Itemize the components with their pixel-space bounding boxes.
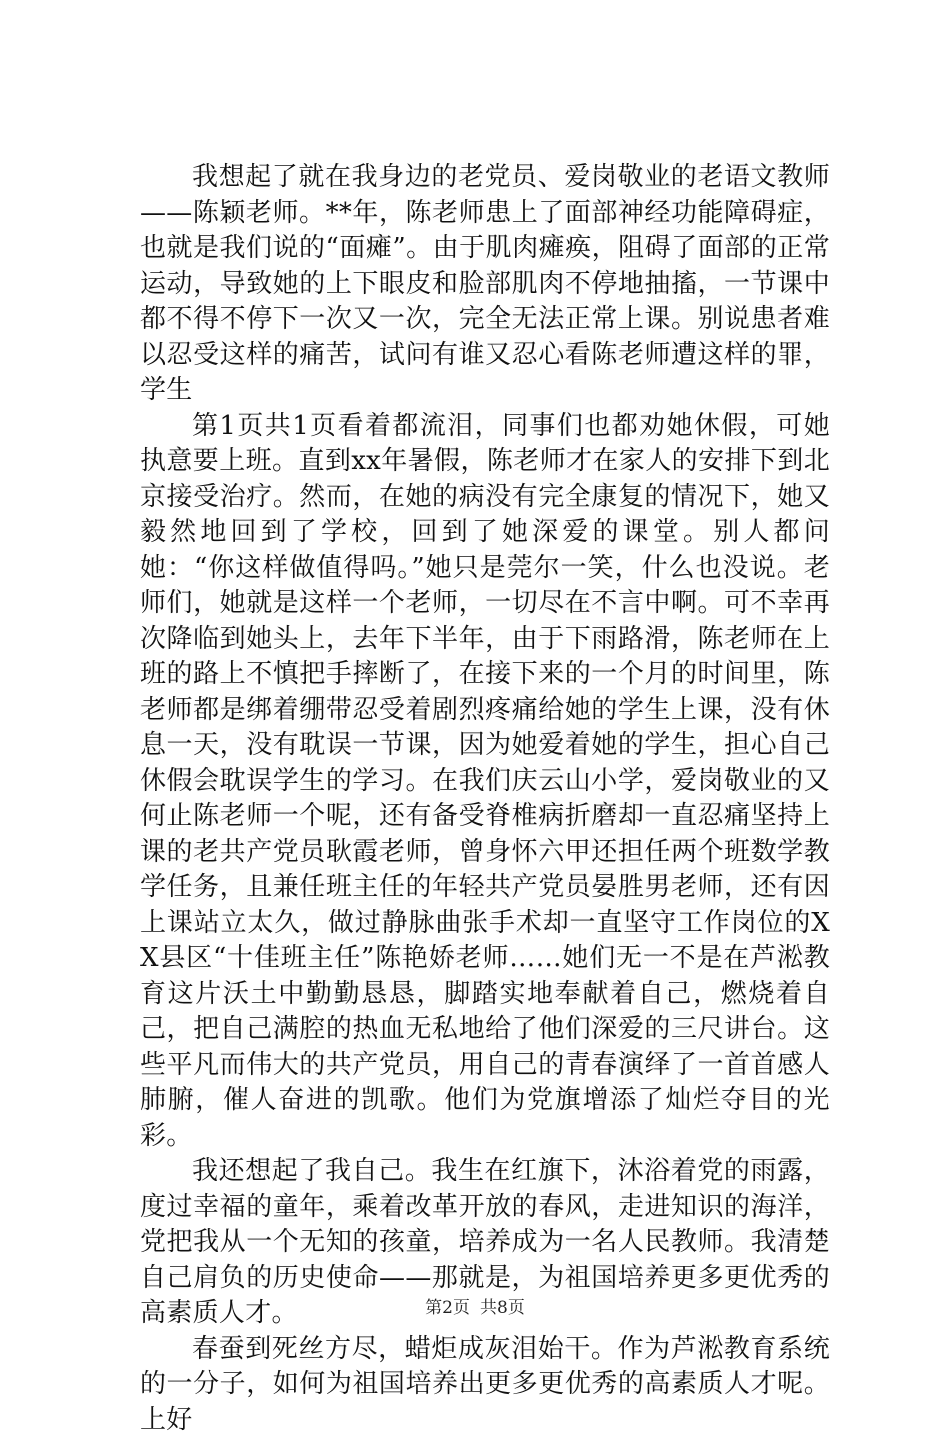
paragraph: 第1页共1页看着都流泪，同事们也都劝她休假，可她执意要上班。直到xx年暑假，陈老师才在家人的安排下到北京接受治疗。然而，在她的病没有完全康复的情况下，她又毅然地回到了学校，回到了她深爱的课堂。别人都问她：“你这样做值得吗。”她只是莞尔一笑，什么也没说。老师们，她就是这样一个老师，一切尽在不言中啊。可不幸再次降临到她头上，去年下半年，由于下雨路滑，陈老师在上班的路上不慎把手摔断了，在接下来的一个月的时间里，陈老师都是绑着绷带忍受着剧烈疼痛给她的学生上课，没有休息一天，没有耽误一节课，因为她爱着她的学生，担心自己休假会耽误学生的学习。在我们庆云山小学，爱岗敬业的又何止陈老师一个呢，还有备受脊椎病折磨却一直忍痛坚持上课的老共产党员耿霞老师，曾身怀六甲还担任两个班数学教学任务，且兼任班主任的年轻共产党员晏胜男老师，还有因上课站立太久，做过静脉曲张手术却一直坚守工作岗位的XX县区“十佳班主任”陈艳娇老师……她们无一不是在芦淞教育这片沃土中勤勤恳恳，脚踏实地奉献着自己，燃烧着自己，把自己满腔的热血无私地给了他们深爱的三尺讲台。这些平凡而伟大的共产党员，用自己的青春演绎了一首首感人肺腑，催人奋进的凯歌。他们为党旗增添了灿烂夺目的光彩。: [140, 409, 830, 1155]
page-footer: [0, 1293, 950, 1318]
page-total: 共8页: [480, 1298, 525, 1318]
paragraph: 我还想起了我自己。我生在红旗下，沐浴着党的雨露，度过幸福的童年，乘着改革开放的春风，走进知识的海洋，党把我从一个无知的孩童，培养成为一名人民教师。我清楚自己肩负的历史使命——那就是，为祖国培养更多更优秀的高素质人才。: [140, 1154, 830, 1332]
page-number: 第2页: [425, 1298, 470, 1318]
document-body: [140, 160, 830, 1438]
paragraph: 春蚕到死丝方尽，蜡炬成灰泪始干。作为芦淞教育系统的一分子，如何为祖国培养出更多更优秀的高素质人才呢。上好: [140, 1332, 830, 1438]
paragraph: 我想起了就在我身边的老党员、爱岗敬业的老语文教师——陈颖老师。**年，陈老师患上了面部神经功能障碍症，也就是我们说的“面瘫”。由于肌肉瘫痪，阻碍了面部的正常运动，导致她的上下眼皮和脸部肌肉不停地抽搐，一节课中都不得不停下一次又一次，完全无法正常上课。别说患者难以忍受这样的痛苦，试问有谁又忍心看陈老师遭这样的罪，学生: [140, 160, 830, 409]
